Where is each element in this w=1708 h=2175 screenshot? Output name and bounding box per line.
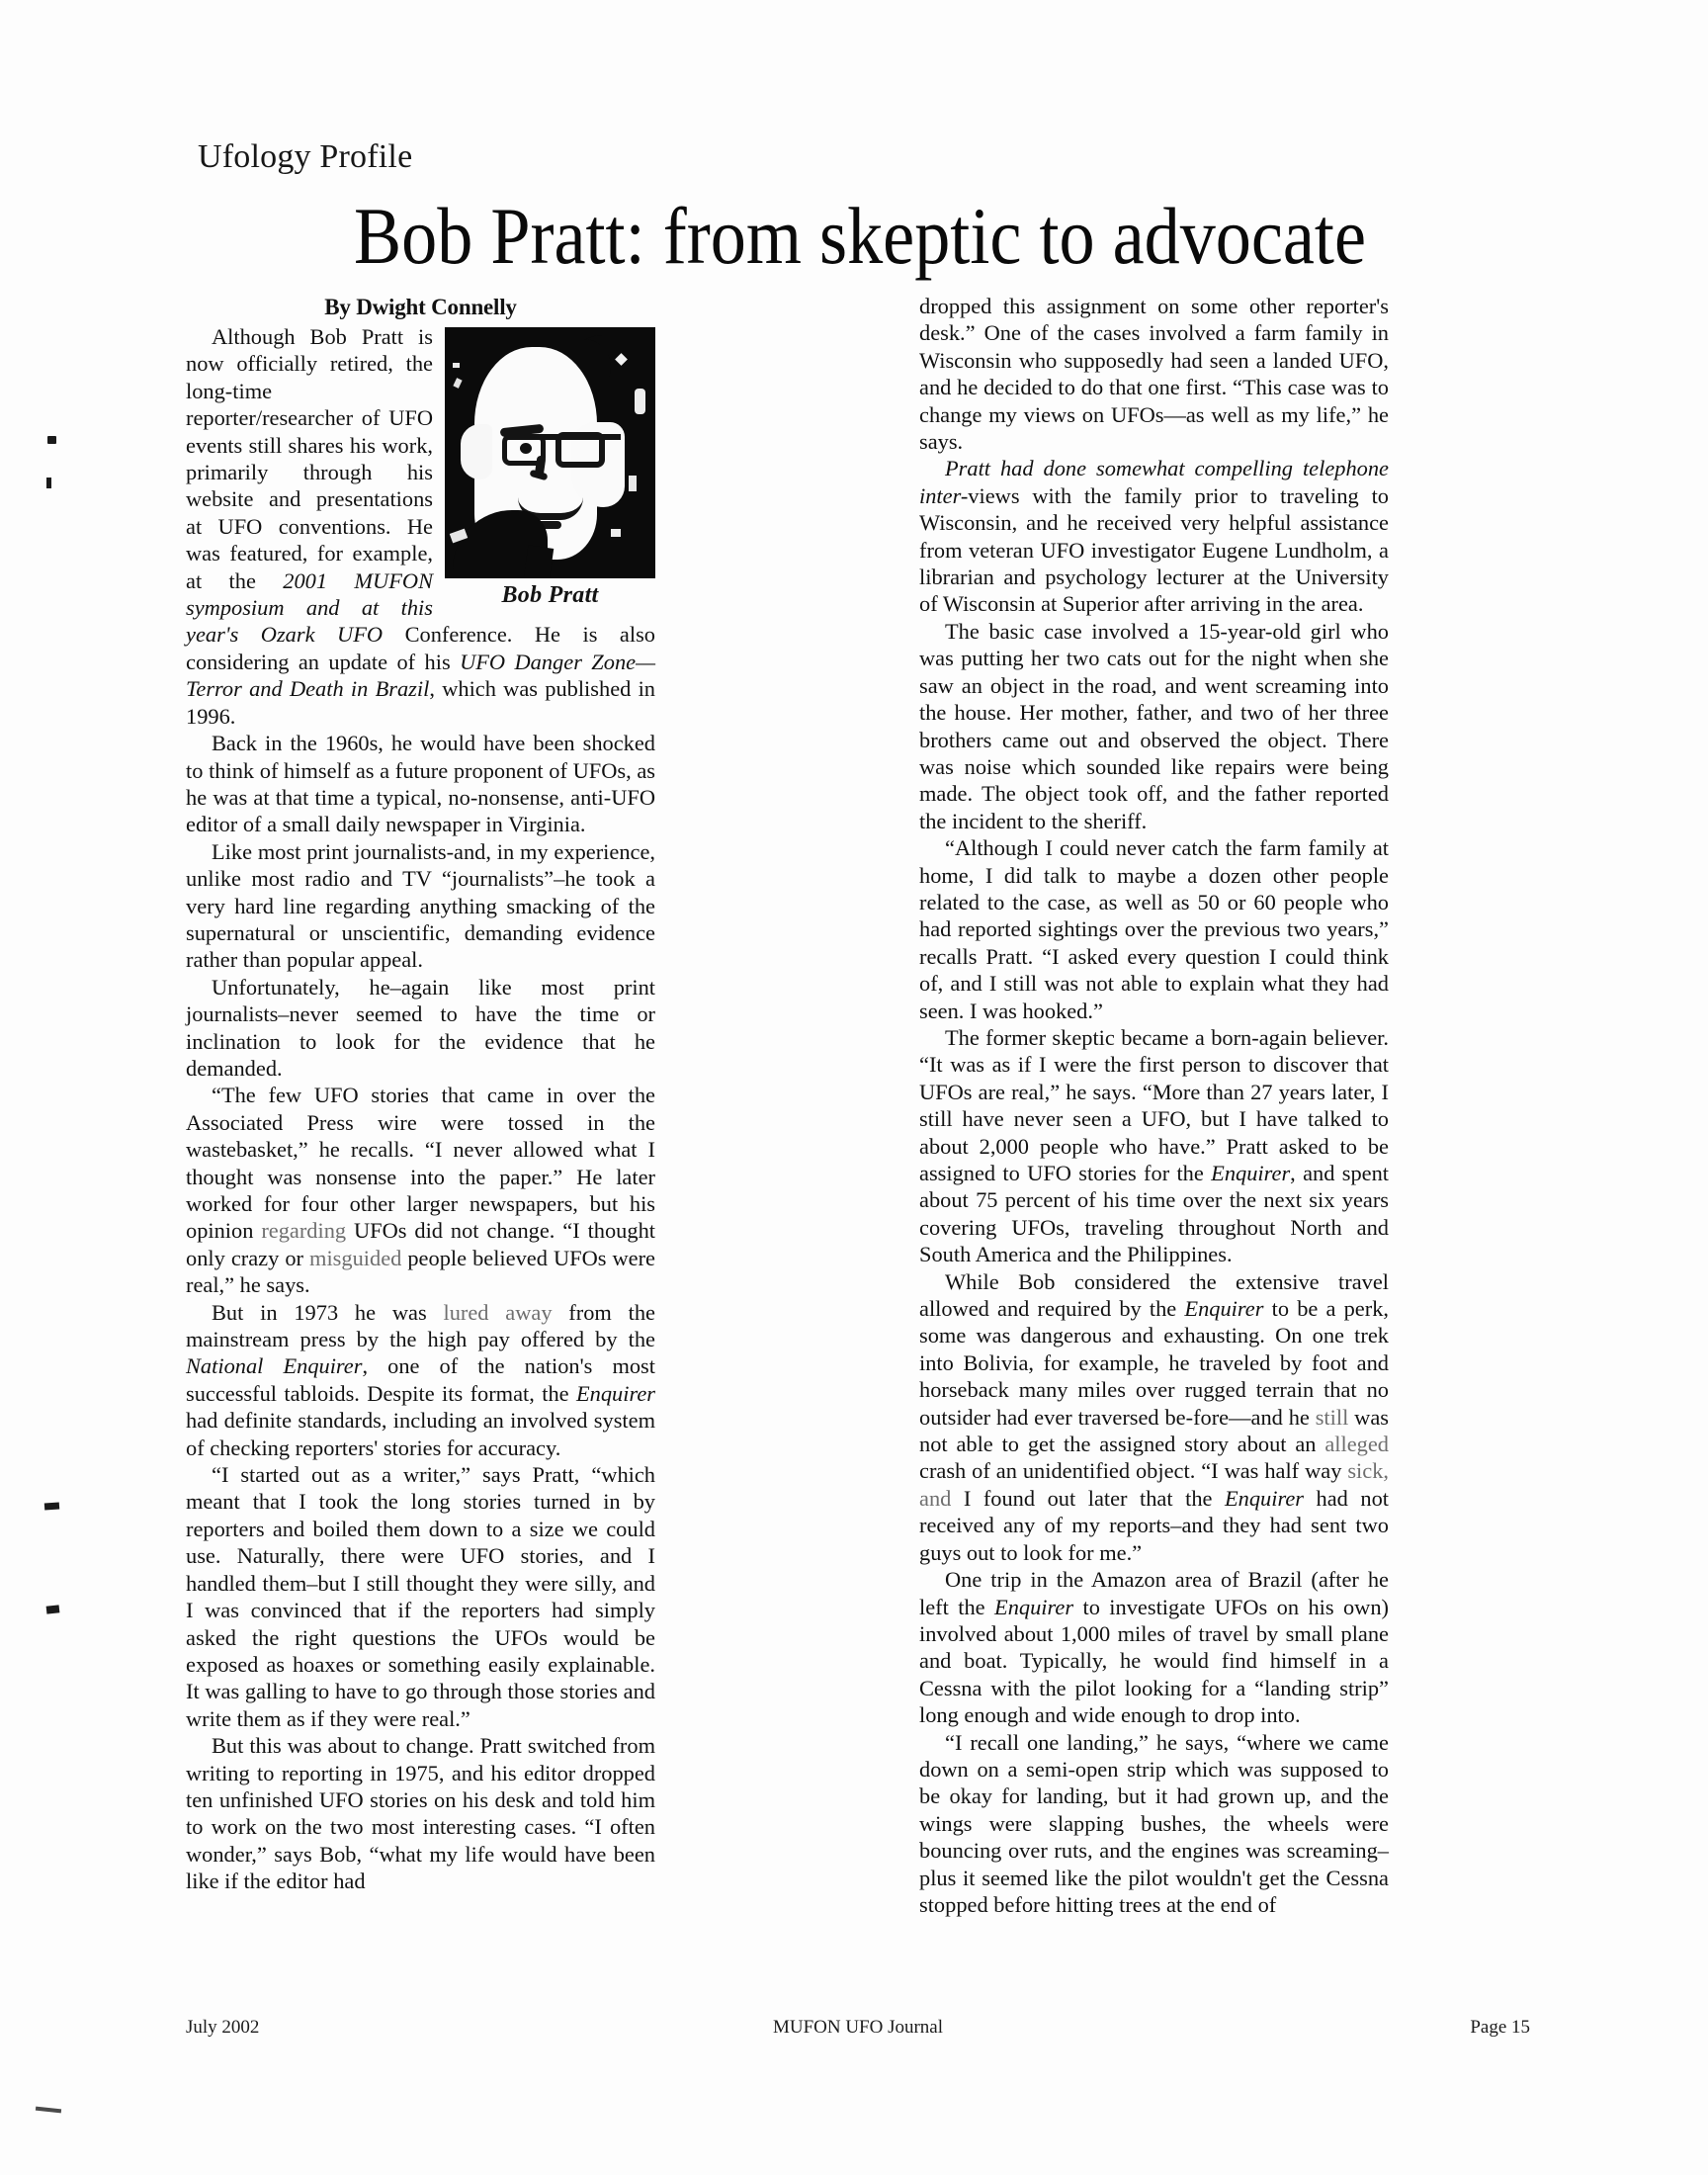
text-run: people believed UFOs were real,” he says.: [186, 1245, 655, 1298]
faded-text-run: alleged: [1324, 1432, 1389, 1457]
paragraph-left-3: Like most print journalists-and, in my experience, unlike most radio and TV “journalists”–he took a very hard line regarding anything smacking of the supernatural or unscientific, demanding evidence rather than popular appeal.: [186, 838, 655, 973]
paragraph-right-6: [919, 1268, 1389, 1566]
paragraph-left-6: [186, 1299, 655, 1461]
paragraph-right-1: dropped this assignment on some other reporter's desk.” One of the cases involved a farm family in Wisconsin who supposedly had seen a landed UFO, and he decided to do that one first. “This case was to change my views on UFOs—as well as my life,” he says.: [919, 294, 1389, 455]
scan-artifact-speck: [44, 1502, 59, 1510]
text-run: views with the family prior to traveling to Wisconsin, and he received very helpful assistance from veteran UFO investigator Eugene Lundholm, a librarian and psychology lecturer at the University of Wisconsin at Superior after arriving in the area.: [919, 482, 1389, 617]
italic-run: Enquirer: [1184, 1296, 1264, 1322]
text-run: Conference. He is also considering an update of his: [186, 622, 655, 674]
article-body: [186, 293, 1530, 1973]
footer-publication: MUFON UFO Journal: [772, 2017, 944, 2038]
italic-run: Enquirer: [1211, 1161, 1291, 1185]
text-run: One trip in the Amazon area of Brazil (after he left the: [919, 1567, 1389, 1619]
paragraph-right-5: [919, 1024, 1389, 1268]
byline-text: By Dwight Connelly: [324, 295, 517, 319]
paragraph-left-5: [186, 1082, 655, 1298]
italic-run: Enquirer: [994, 1594, 1074, 1619]
italic-run: UFO Danger Zone—Terror and Death in Brazil: [186, 649, 655, 702]
text-run: had definite standards, including an involved system of checking reporters' stories for accuracy.: [186, 1408, 655, 1460]
faded-text-run: regarding: [261, 1218, 347, 1244]
scan-artifact-speck: [47, 436, 56, 444]
italic-run: National Enquirer: [186, 1353, 363, 1379]
text-run: Although Bob Pratt is now officially retired, the long-time reporter/researcher of UFO events still shares his work, primarily through his website and presentations at UFO conventions. He was featured, for example, at the: [186, 324, 433, 593]
paragraph-left-4: Unfortunately, he–again like most print journalists–never seemed to have the time or inclination to look for the evidence that he demanded.: [186, 974, 655, 1081]
scan-artifact-edge-mark: [36, 2107, 61, 2114]
text-run: crash of an unidentified object. “I was half way: [919, 1458, 1348, 1484]
section-kicker: Ufology Profile: [198, 138, 413, 175]
faded-text-run: lured away: [443, 1299, 553, 1325]
text-run: I found out later that the: [951, 1485, 1225, 1511]
text-run: But in 1973 he was: [212, 1299, 444, 1325]
text-run: UFOs did not change. “I thought only crazy or: [186, 1218, 655, 1270]
text-run: had not received any of my reports–and they had sent two guys out to look for me.”: [919, 1485, 1389, 1565]
paragraph-left-8: But this was about to change. Pratt switched from writing to reporting in 1975, and his editor dropped ten unfinished UFO stories on his desk and told him to work on the two most interesting cases. “I often wonder,” says Bob, “what my life would have been like if the editor had: [186, 1733, 655, 1894]
scan-artifact-speck: [46, 1605, 60, 1613]
footer-issue-date: July 2002: [186, 2017, 260, 2038]
text-run: to be a perk, some was dangerous and exhausting. On one trek into Bolivia, for example, he traveled by foot and horseback many miles over rugged terrain that no outsider had ever traversed be-fore—and he: [919, 1296, 1389, 1430]
faded-text-run: sick, and: [919, 1458, 1389, 1511]
text-run: to investigate UFOs on his own) involved about 1,000 miles of travel by small plane and boat. Typically, he would find himself in a Cessna with the pilot looking for a “landing strip” long enough and wide enough to drop into.: [919, 1594, 1390, 1728]
paragraph-right-2: [919, 455, 1389, 617]
article-byline: [186, 293, 655, 322]
text-run: , and spent about 75 percent of his time over the next six years covering UFOs, traveling throughout North and South America and the Philippines.: [919, 1161, 1389, 1267]
italic-run: Enquirer: [575, 1380, 655, 1406]
italic-run: Pratt had done somewhat compelling telephone inter-: [919, 456, 1389, 508]
paragraph-right-7: [919, 1566, 1389, 1728]
text-run: was not able to get the assigned story about an: [919, 1404, 1389, 1457]
portrait-caption: Bob Pratt: [501, 582, 599, 608]
column-right: [919, 293, 1389, 1918]
text-run: , which was published in 1996.: [186, 676, 655, 729]
text-run: While Bob considered the extensive travel allowed and required by the: [919, 1268, 1389, 1322]
paragraph-right-3: The basic case involved a 15-year-old girl who was putting her two cats out for the night when she saw an object in the road, and went screaming into the house. Her mother, father, and two of her three brothers came out and observed the object. There was noise which sounded like repairs were being made. The object took off, and the father reported the incident to the sheriff.: [919, 618, 1389, 833]
italic-run: Enquirer: [1224, 1485, 1305, 1511]
text-run: “The few UFO stories that came in over the Associated Press wire were tossed in the wastebasket,” he recalls. “I never allowed what I thought was nonsense into the paper.” He later worked for four other larger newspapers, but his opinion: [186, 1083, 655, 1244]
portrait-figure: [445, 327, 655, 612]
text-run: , one of the nation's most successful tabloids. Despite its format, the: [186, 1353, 655, 1406]
paragraph-left-7: “I started out as a writer,” says Pratt, “which meant that I took the long stories turned in by reporters and boiled them down to a size we could use. Naturally, there were UFO stories, and I handled them–but I still thought they were silly, and I was convinced that if the reporters had simply asked the right questions the UFOs would be exposed as hoaxes or something easily explainable. It was galling to have to go through those stories and write them as if they were real.”: [186, 1462, 655, 1731]
portrait-photo: [445, 327, 655, 578]
scan-artifact-speck: [46, 478, 51, 488]
footer-page-number: Page 15: [1470, 2017, 1530, 2038]
faded-text-run: still: [1315, 1404, 1349, 1430]
italic-run: 2001 MUFON symposium and at this year's Ozark UFO: [186, 567, 433, 648]
paragraph-left-2: Back in the 1960s, he would have been shocked to think of himself as a future proponent of UFOs, as he was at that time a typical, no-nonsense, anti-UFO editor of a small daily newspaper in Virginia.: [186, 731, 655, 837]
column-left: [186, 293, 655, 1895]
paragraph-right-4: “Although I could never catch the farm family at home, I did talk to maybe a dozen other people related to the case, as well as 50 or 60 people who had reported sightings over the previous two years,” recalls Pratt. “I asked every question I could think of, and I still was not able to explain what they had seen. I was hooked.”: [919, 835, 1389, 1023]
article-headline: Bob Pratt: from skeptic to advocate: [353, 191, 1367, 281]
faded-text-run: misguided: [309, 1245, 402, 1270]
text-run: from the mainstream press by the high pay offered by the: [186, 1299, 655, 1352]
paragraph-right-8: “I recall one landing,” he says, “where we came down on a semi-open strip which was supposed to be okay for landing, but it had grown up, and the wings were slapping bushes, the wheels were bouncing over ruts, and the engines was screaming–plus it seemed like the pilot wouldn't get the Cessna stopped before hitting trees at the end of: [919, 1729, 1389, 1917]
text-run: The former skeptic became a born-again believer. “It was as if I were the first person to discover that UFOs are real,” he says. “More than 27 years later, I still have never seen a UFO, but I have talked to about 2,000 people who have.” Pratt asked to be assigned to UFO stories for the: [919, 1024, 1389, 1185]
